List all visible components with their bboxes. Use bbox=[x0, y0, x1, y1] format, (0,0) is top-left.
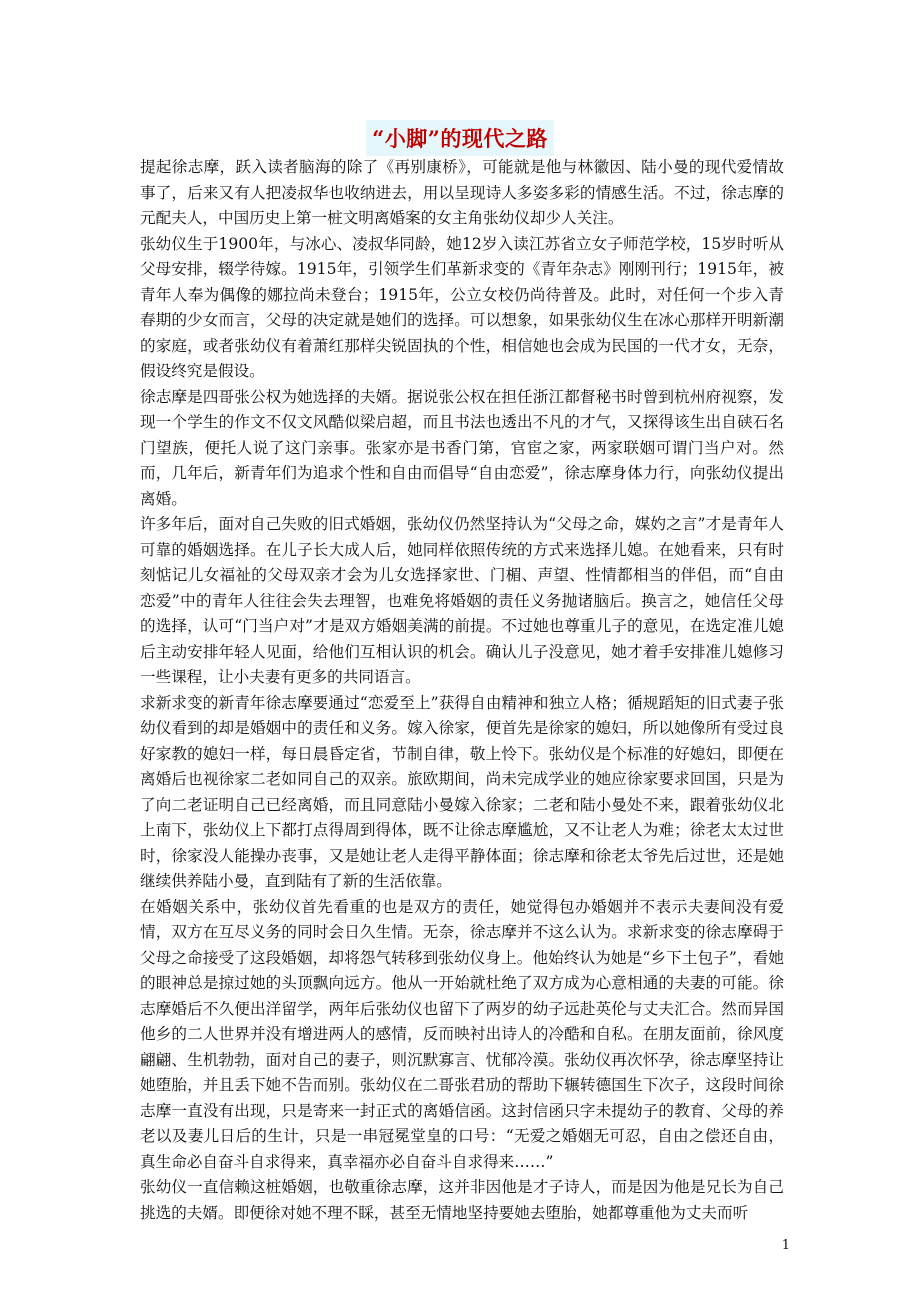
paragraph: 求新求变的新青年徐志摩要通过“恋爱至上”获得自由精神和独立人格；循规蹈矩的旧式妻子张幼仪看到的却是婚姻中的责任和义务。嫁入徐家，便首先是徐家的媳妇，所以她像所有受过良好家教的媳妇一样，每日晨昏定省，节制自律，敬上怜下。张幼仪是个标准的好媳妇，即便在离婚后也视徐家二老如同自己的双亲。旅欧期间，尚未完成学业的她应徐家要求回国，只是为了向二老证明自己已经离婚，而且同意陆小曼嫁入徐家；二老和陆小曼处不来，跟着张幼仪北上南下，张幼仪上下都打点得周到得体，既不让徐志摩尴尬，又不让老人为难；徐老太太过世时，徐家没人能操办丧事，又是她让老人走得平静体面；徐志摩和徐老太爷先后过世，还是她继续供养陆小曼，直到陆有了新的生活依靠。 bbox=[140, 693, 784, 890]
paragraph: 徐志摩是四哥张公权为她选择的夫婿。据说张公权在担任浙江都督秘书时曾到杭州府视察，发现一个学生的作文不仅文风酷似梁启超，而且书法也透出不凡的才气，又探得该生出自硖石名门望族，便托人说了这门亲事。张家亦是书香门第，官宦之家，两家联姻可谓门当户对。然而，几年后，新青年们为追求个性和自由而倡导“自由恋爱”，徐志摩身体力行，向张幼仪提出离婚。 bbox=[140, 387, 784, 508]
page-number: 1 bbox=[781, 1238, 790, 1253]
paragraph: 提起徐志摩，跃入读者脑海的除了《再别康桥》，可能就是他与林徽因、陆小曼的现代爱情故事了，后来又有人把凌叔华也收纳进去，用以呈现诗人多姿多彩的情感生活。不过，徐志摩的元配夫人，中国历史上第一桩文明离婚案的女主角张幼仪却少人关注。 bbox=[140, 158, 784, 227]
paragraph: 在婚姻关系中，张幼仪首先看重的也是双方的责任，她觉得包办婚姻并不表示夫妻间没有爱情，双方在互尽义务的同时会日久生情。无奈，徐志摩并不这么认为。求新求变的徐志摩碍于父母之命接受了这段婚姻，却将怨气转移到张幼仪身上。他始终认为她是“乡下土包子”，看她的眼神总是掠过她的头顶飘向远方。他从一开始就杜绝了双方成为心意相通的夫妻的可能。徐志摩婚后不久便出洋留学，两年后张幼仪也留下了两岁的幼子远赴英伦与丈夫汇合。然而异国他乡的二人世界并没有增进两人的感情，反而映衬出诗人的冷酷和自私。在朋友面前，徐风度翩翩、生机勃勃，面对自己的妻子，则沉默寡言、忧郁冷漠。张幼仪再次怀孕，徐志摩坚持让她堕胎，并且丢下她不告而别。张幼仪在二哥张君劢的帮助下辗转德国生下次子，这段时间徐志摩一直没有出现，只是寄来一封正式的离婚信函。这封信函只字未提幼子的教育、父母的养老以及妻儿日后的生计，只是一串冠冕堂皇的口号：“无爱之婚姻无可忍，自由之偿还自由，真生命必自奋斗自求得来，真幸福亦必自奋斗自求得来……” bbox=[140, 897, 784, 1171]
paragraph: 张幼仪一直信赖这桩婚姻，也敬重徐志摩，这并非因他是才子诗人，而是因为他是兄长为自己挑选的夫婿。即便徐对她不理不睬，甚至无情地坚持要她去堕胎，她都尊重他为丈夫而听 bbox=[140, 1178, 784, 1222]
article-body bbox=[140, 155, 784, 1226]
paragraph: 张幼仪生于1900年，与冰心、凌叔华同龄，她12岁入读江苏省立女子师范学校，15岁时听从父母安排，辍学待嫁。1915年，引领学生们革新求变的《青年杂志》刚刚刊行；1915年，被青年人奉为偶像的娜拉尚未登台；1915年，公立女校仍尚待普及。此时，对任何一个步入青春期的少女而言，父母的决定就是她们的选择。可以想象，如果张幼仪生在冰心那样开明新潮的家庭，或者张幼仪有着萧红那样尖锐固执的个性，相信她也会成为民国的一代才女，无奈，假设终究是假设。 bbox=[140, 234, 784, 380]
paragraph: 许多年后，面对自己失败的旧式婚姻，张幼仪仍然坚持认为“父母之命，媒妁之言”才是青年人可靠的婚姻选择。在儿子长大成人后，她同样依照传统的方式来选择儿媳。在她看来，只有时刻惦记儿女福祉的父母双亲才会为儿女选择家世、门楣、声望、性情都相当的伴侣，而“自由恋爱”中的青年人往往会失去理智，也难免将婚姻的责任义务抛诸脑后。换言之，她信任父母的选择，认可“门当户对”才是双方婚姻美满的前提。不过她也尊重儿子的意见，在选定准儿媳后主动安排年轻人见面，给他们互相认识的机会。确认儿子没意见，她才着手安排准儿媳修习一些课程，让小夫妻有更多的共同语言。 bbox=[140, 515, 784, 686]
article-title: “小脚”的现代之路 bbox=[366, 120, 554, 156]
title-container bbox=[0, 120, 920, 156]
